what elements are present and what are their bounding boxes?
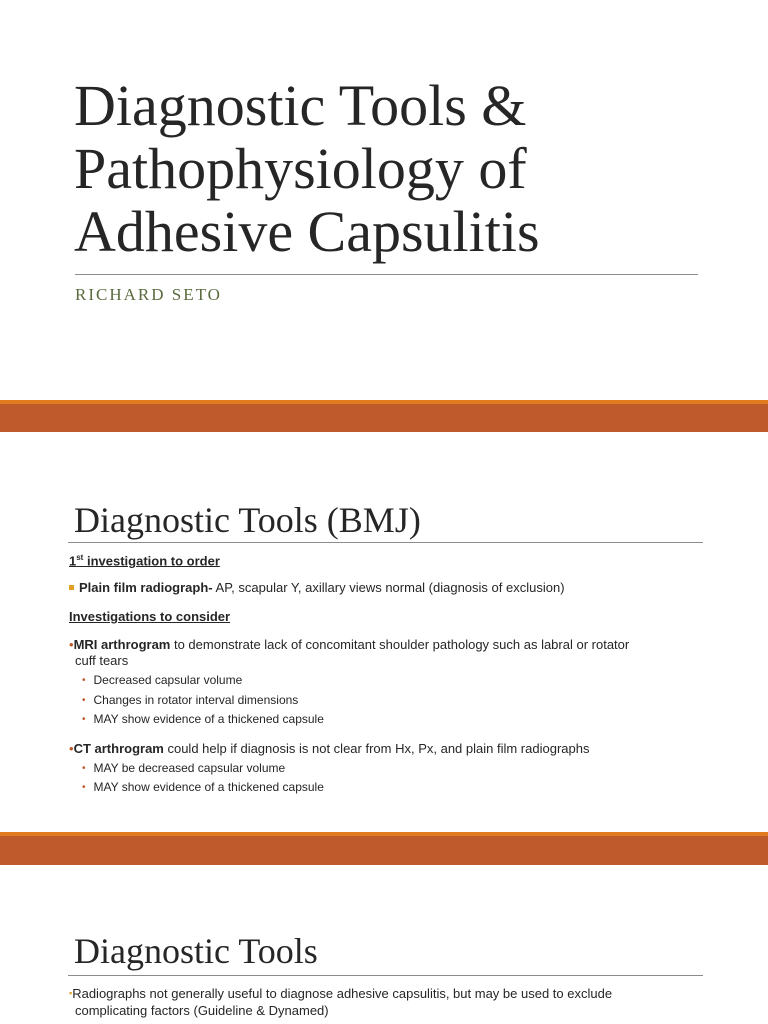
mri-item-continuation: cuff tears	[75, 653, 129, 668]
slide-heading: Diagnostic Tools (BMJ)	[74, 500, 421, 540]
title-line-3: Adhesive Capsulitis	[74, 199, 540, 264]
sub-bullet-icon: •	[82, 695, 86, 706]
title-rule	[75, 274, 698, 275]
ct-item: •CT arthrogram could help if diagnosis is not clear from Hx, Px, and plain film radiographs	[69, 741, 590, 756]
first-investigation-label: 1st investigation to order	[69, 553, 220, 569]
investigations-to-consider-label: Investigations to consider	[69, 609, 231, 624]
mri-item: •MRI arthrogram to demonstrate lack of concomitant shoulder pathology such as labral or rotator	[69, 637, 630, 652]
mri-subitem: • MAY show evidence of a thickened capsule	[82, 712, 324, 726]
divider-thick-band	[0, 404, 768, 432]
slide-title	[74, 74, 714, 263]
bullet-icon: •	[69, 741, 74, 756]
heading-rule	[68, 975, 703, 976]
title-slide	[0, 0, 768, 400]
sub-bullet-icon: •	[82, 714, 86, 725]
bullet-icon: •	[69, 637, 74, 652]
title-line-2: Pathophysiology of	[74, 136, 527, 201]
sub-bullet-icon: •	[82, 763, 86, 774]
slide-divider	[0, 832, 768, 865]
author-name: RICHARD SETO	[75, 285, 222, 304]
title-line-1: Diagnostic Tools &	[74, 73, 527, 138]
square-bullet-icon: ▪	[69, 988, 73, 998]
radiographs-item: ▪Radiographs not generally useful to diagnose adhesive capsulitis, but may be used to exclude	[69, 986, 613, 1001]
slide-diagnostic-tools	[0, 865, 768, 1024]
mri-subitem: • Decreased capsular volume	[82, 673, 243, 687]
slide-diagnostic-tools-bmj	[0, 432, 768, 832]
ct-subitem: • MAY be decreased capsular volume	[82, 761, 286, 775]
slide-heading: Diagnostic Tools	[74, 931, 318, 971]
heading-rule	[68, 542, 703, 543]
divider-thick-band	[0, 836, 768, 865]
mri-subitem: • Changes in rotator interval dimensions	[82, 693, 299, 707]
plain-film-item: Plain film radiograph- AP, scapular Y, axillary views normal (diagnosis of exclusion)	[69, 580, 565, 595]
sub-bullet-icon: •	[82, 675, 86, 686]
sub-bullet-icon: •	[82, 782, 86, 793]
slide-divider	[0, 400, 768, 432]
square-bullet-icon	[69, 585, 74, 590]
radiographs-item-continuation: complicating factors (Guideline & Dynamed)	[75, 1003, 329, 1018]
ct-subitem: • MAY show evidence of a thickened capsule	[82, 780, 324, 794]
